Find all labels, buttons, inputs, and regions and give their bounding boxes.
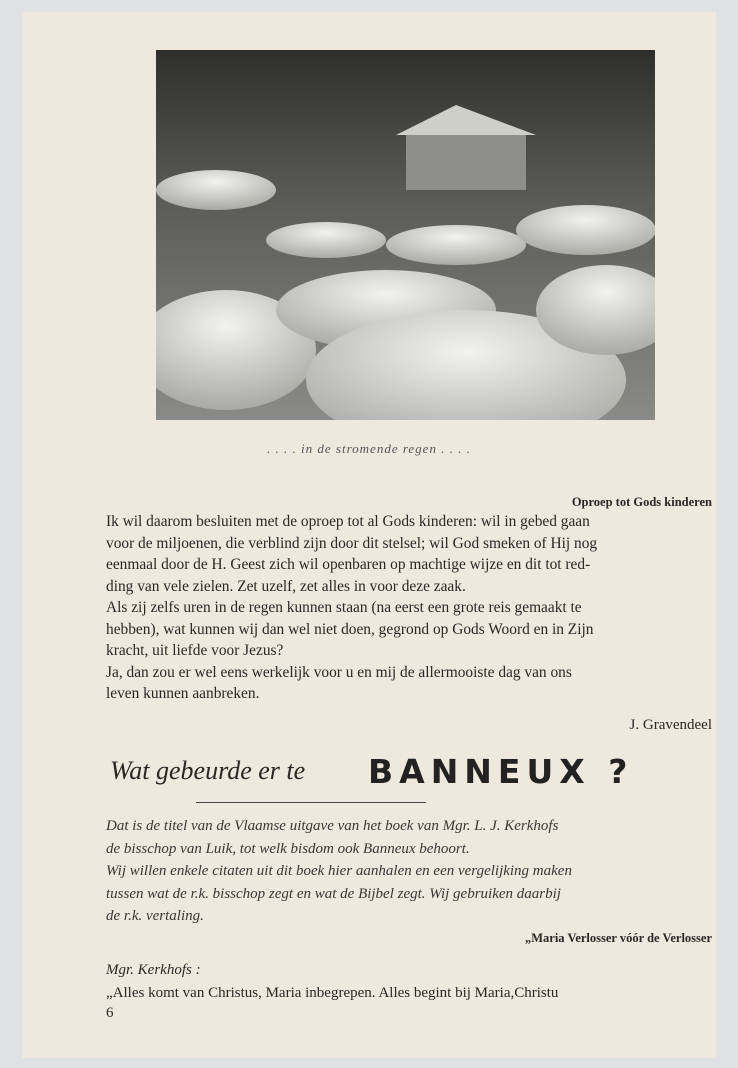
section-heading: Oproep tot Gods kinderen (571, 495, 712, 509)
title-underline (196, 802, 426, 803)
article-title-bold: BANNEUX ? (368, 752, 634, 791)
body-text (106, 511, 712, 705)
signature: J. Gravendeel (629, 717, 712, 733)
text-line: leven kunnen aanbreken. (106, 685, 260, 702)
text-line: eenmaal door de H. Geest zich wil openbaren op machtige wijze en dit tot red- (106, 556, 591, 573)
page-number: 6 (106, 1005, 114, 1021)
quote-text: „Alles komt van Christus, Maria inbegrepen. Alles begint bij Maria,Christu (106, 985, 559, 1001)
photo-umbrellas-in-rain (156, 50, 655, 420)
article-title-italic: Wat gebeurde er te (110, 756, 306, 785)
text-line: Als zij zelfs uren in de regen kunnen staan (na eerst een grote reis gemaakt te (106, 599, 582, 616)
article-subheading: „Maria Verlosser vóór de Verlosser (524, 931, 712, 945)
text-line: Ja, dan zou er wel eens werkelijk voor u en mij de allermooiste dag van ons (106, 663, 572, 681)
text-line: de bisschop van Luik, tot welk bisdom ook Banneux behoort. (106, 840, 470, 857)
text-line: voor de miljoenen, die verblind zijn door dit stelsel; wil God smeken of Hij nog (106, 534, 598, 552)
photo-caption: . . . . in de stromende regen . . . . (267, 441, 471, 456)
text-line: ding van vele zielen. Zet uzelf, zet alles in voor deze zaak. (106, 577, 466, 595)
text-line: Wij willen enkele citaten uit dit boek hier aanhalen en een vergelijking maken (106, 863, 572, 880)
article-intro (106, 815, 712, 928)
text-line: Ik wil daarom besluiten met de oproep tot al Gods kinderen: wil in gebed gaan (106, 513, 590, 530)
text-line: tussen wat de r.k. bisschop zegt en wat de Bijbel zegt. Wij gebruiken daarbij (106, 885, 561, 902)
text-line: de r.k. vertaling. (106, 908, 204, 925)
speaker: Mgr. Kerkhofs : (106, 962, 201, 978)
text-line: kracht, uit liefde voor Jezus? (106, 642, 284, 659)
text-line: hebben), wat kunnen wij dan wel niet doen, gegrond op Gods Woord en in Zijn (106, 620, 594, 638)
text-line: Dat is de titel van de Vlaamse uitgave van het boek van Mgr. L. J. Kerkhofs (106, 818, 559, 834)
